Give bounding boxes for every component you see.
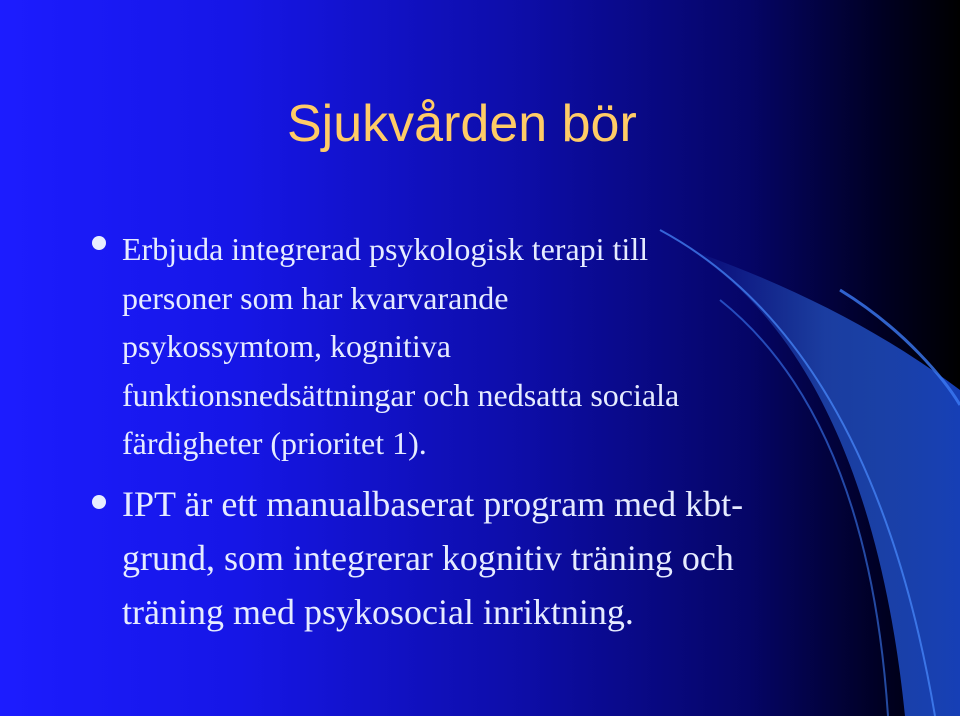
- bullet-item-2: [122, 477, 892, 639]
- bullet-2-line-2: grund, som integrerar kognitiv träning och: [122, 538, 734, 578]
- bullet-2-line-3: träning med psykosocial inriktning.: [122, 592, 634, 632]
- bullet-2-line-1: IPT är ett manualbaserat program med kbt-: [122, 484, 744, 524]
- bullet-dot-icon: [92, 236, 106, 250]
- bullet-item-1: [122, 225, 892, 468]
- bullet-1-line-2: personer som har kvarvarande: [122, 279, 509, 316]
- bullet-1-line-3: psykossymtom, kognitiva: [122, 328, 451, 364]
- bullet-1-line-1: Erbjuda integrerad psykologisk terapi till: [122, 231, 649, 267]
- bullet-1-line-4: funktionsnedsättningar och nedsatta sociala: [122, 376, 680, 413]
- bullet-1-line-5: färdigheter (prioritet 1).: [122, 425, 427, 461]
- bullet-dot-icon: [92, 495, 106, 509]
- slide-title: Sjukvården bör: [287, 95, 637, 153]
